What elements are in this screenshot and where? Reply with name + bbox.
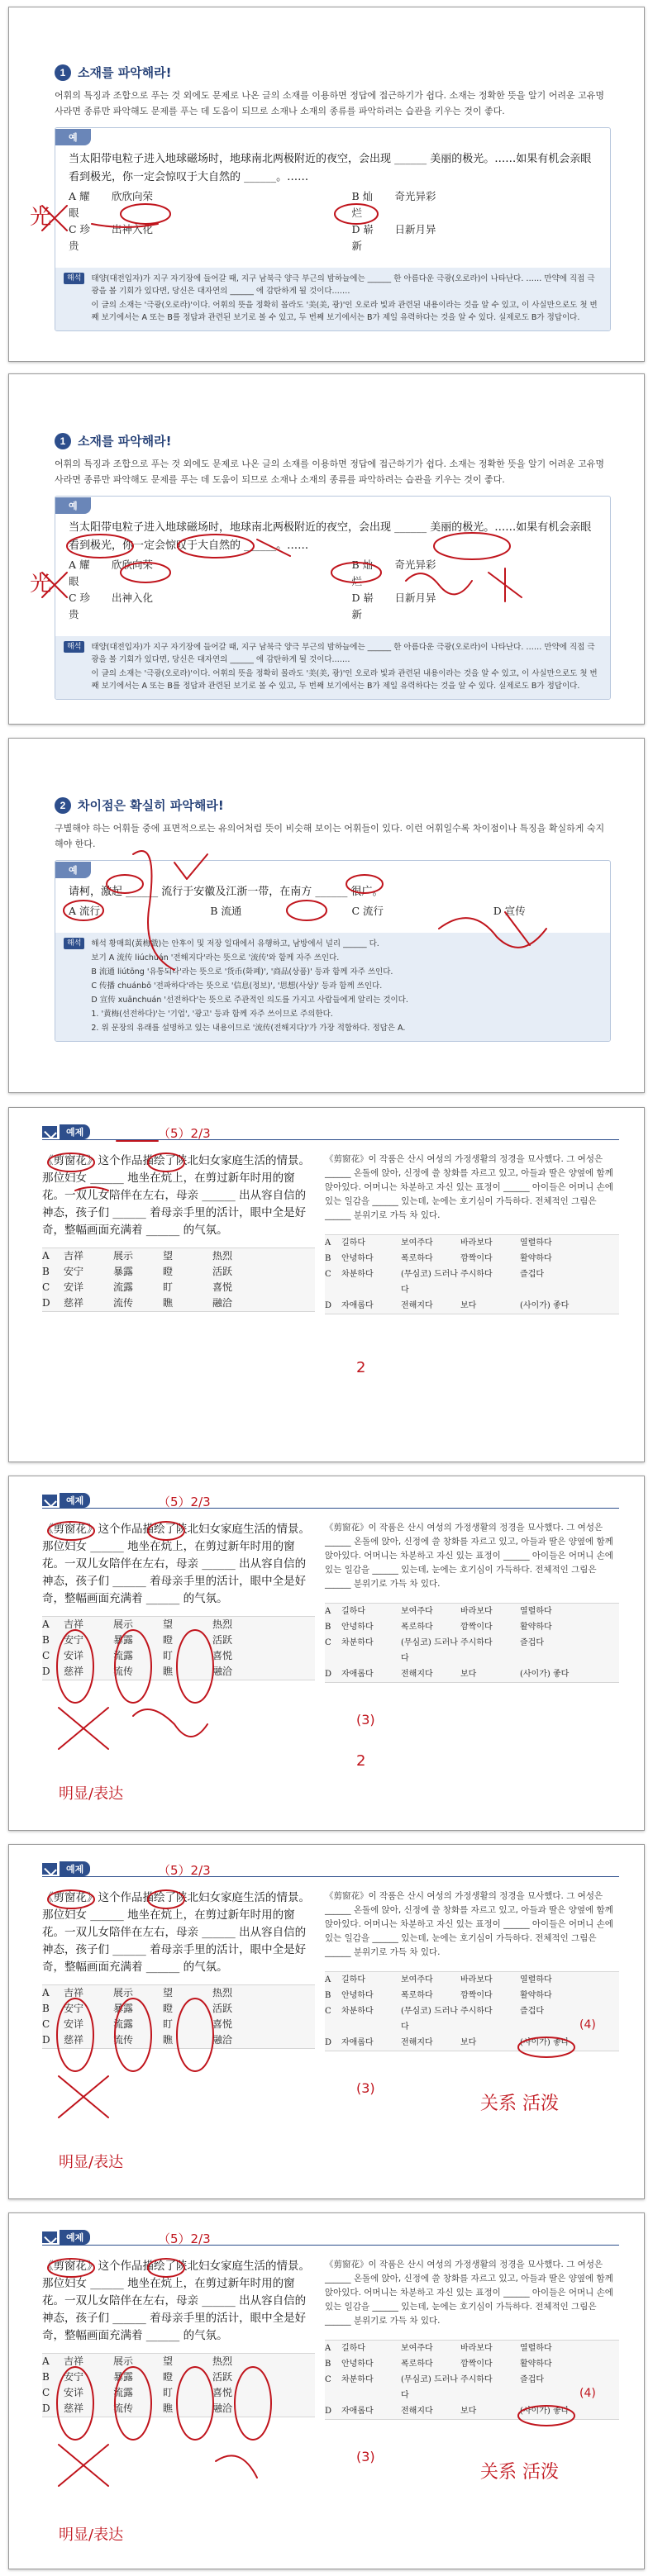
korean-passage: 《剪窗花》이 작품은 산시 여성의 가정생활의 정경을 묘사했다. 그 여성은 ______ 온돌에 앉아, 신정에 쓸 창화를 자르고 있고, 아들과 딸은 양옆에 함께 앉아있다. 어머니는 차분하고 자신 있는 표정이 ______ 아이들은 어머니 손에 있는 일감을 ______ 있는데, 눈에는 호기심이 가득하다. 전체적인 그림은 ______ 분위기로 가득 차 있다. (325, 1523, 613, 1589)
option-row-c: C 차분하다 (무심코) 드러나다 주시하다 즐겁다 (325, 1638, 544, 1663)
korean-options (325, 1971, 619, 2051)
option-row-b: B 안녕하다 폭로하다 깜짝이다 활약하다 (325, 2360, 552, 2369)
check-icon (42, 1126, 57, 1138)
exam-slide-1 (8, 1107, 645, 1462)
answer-line: 보기 A 流传 liúchuán '전해지다'라는 뜻으로 '流传'와 함께 자주 쓰인다. (91, 953, 340, 962)
check-icon (42, 1863, 57, 1875)
option-row-d: D 慈祥 流传 瞧 融洽 (42, 1666, 233, 1677)
svg-text:（5）2/3: （5）2/3 (158, 1495, 211, 1509)
example-tab: 예 (55, 129, 91, 145)
svg-text:（5）2/3: （5）2/3 (158, 1863, 211, 1878)
svg-text:明显/表达: 明显/表达 (59, 1785, 124, 1803)
section-title: 소재를 파악해라! (78, 65, 172, 80)
answer-line: 해석 황매희(黃梅戲)는 안후이 및 저장 일대에서 유행하고, 남방에서 널리 ______ 다. (91, 939, 379, 948)
option-row-c: C 安详 流露 盯 喜悦 (42, 2018, 233, 2030)
exam-slide-4 (8, 2212, 645, 2569)
example-tab: 예 (55, 497, 91, 514)
section-heading (55, 432, 611, 449)
answer-box (55, 933, 610, 1041)
answer-translation: 태양(대전입자)가 지구 자기장에 들어갈 때, 지구 남북극 양극 부근의 밤하늘에는 ______ 한 아름다운 극광(오로라)이 나타난다. …… 만약에 직접 극광을 볼 기회가 있다면, 당신은 대자연의 ______ 에 감탄하게 될 것이다.…… (91, 643, 595, 664)
option-d: D 崭新 日新月异 (351, 592, 436, 620)
answer-box (55, 268, 610, 330)
option-row-a: A 길하다 보여주다 바라보다 열렬하다 (325, 1238, 552, 1248)
korean-options (325, 1603, 619, 1683)
option-c: C 珍贵 出神入化 (69, 592, 154, 620)
example-sentence: 请柯，激起 ______ 流行于安徽及江浙一带，在南方 ______ 很广。 (69, 886, 384, 898)
option-row-a: A 吉祥 展示 望 热烈 (42, 2355, 233, 2367)
option-grid (69, 188, 602, 254)
example-sentence: 当太阳带电粒子进入地球磁场时，地球南北两极附近的夜空，会出现 ______ 美丽的极光。……如果有机会亲眼看到极光，你一定会惊叹于大自然的 ______。…… (69, 153, 592, 183)
svg-text:明显/表达: 明显/表达 (59, 2154, 124, 2171)
answer-explanation: 이 글의 소재는 '극광(오로라)'이다. 어휘의 뜻을 정확히 몰라도 '美(美, 광)'인 오로라 빛과 관련된 내용이라는 것을 알 수 있고, 이 사실만으로도 첫 번째 보기에서는 A 또는 B를 정답과 관련된 보기로 볼 수 있고, 두 번째 보기에서는 B가 제일 유력하다는 것을 알 수 있다. 실제로도 B가 정답이다. (91, 301, 598, 322)
korean-options (325, 1234, 619, 1314)
option-row-b: B 安宁 暴露 瞪 活跃 (42, 2371, 233, 2383)
svg-text:关系 活泼: 关系 活泼 (480, 2094, 559, 2114)
option-row-c: C 차분하다 (무심코) 드러나다 주시하다 즐겁다 (325, 2375, 544, 2400)
answer-box (55, 636, 610, 699)
svg-text:(3): (3) (356, 1712, 375, 1728)
option-c: C 流行 (351, 905, 384, 917)
chinese-passage: 《剪窗花》这个作品描绘了陕北妇女家庭生活的情景。那位妇女 ______ 地坐在炕上，在剪过新年时用的窗花。一双儿女陪伴在左右，母亲 ______ 出从容自信的神态，孩子们 ______ 着母亲手里的活计，眼中全是好奇，整幅画面充满着 ______ 的气氛。 (42, 2260, 310, 2342)
option-row-c: C 安详 流露 盯 喜悦 (42, 1281, 233, 1293)
exam-slide-2 (8, 1476, 645, 1831)
option-row-d: D 慈祥 流传 瞧 融洽 (42, 2034, 233, 2046)
option-row-a: A 길하다 보여주다 바라보다 열렬하다 (325, 1607, 552, 1616)
divider (42, 1876, 619, 1877)
section-title: 차이점은 확실히 파악해라! (78, 798, 224, 813)
section-paragraph: 어휘의 특징과 조합으로 푸는 것 외에도 문제로 나온 글의 소재를 이용하면 정답에 접근하기가 쉽다. 소재는 정확한 뜻을 알기 어려운 고유명사라면 종류만 파악해도 문제를 푸는 데 도움이 되므로 소재나 소재의 종류를 파악하려는 습관을 키우는 것이 좋다. (55, 459, 604, 485)
answer-translation: 태양(대전입자)가 지구 자기장에 들어갈 때, 지구 남북극 양극 부근의 밤하늘에는 ______ 한 아름다운 극광(오로라)이 나타난다. …… 만약에 직접 극광을 볼 기회가 있다면, 당신은 대자연의 ______ 에 감탄하게 될 것이다.…… (91, 274, 595, 296)
option-row-c: C 차분하다 (무심코) 드러나다 주시하다 즐겁다 (325, 1270, 544, 1295)
option-row-d: D 자애롭다 전해지다 보다 (사이가) 좋다 (325, 1670, 570, 1679)
chinese-passage: 《剪窗花》这个作品描绘了陕北妇女家庭生活的情景。那位妇女 ______ 地坐在炕上，在剪过新年时用的窗花。一双儿女陪伴在左右，母亲 ______ 出从容自信的神态，孩子们 ______ 着母亲手里的活计，眼中全是好奇，整幅画面充满着 ______ 的气氛。 (42, 1523, 310, 1605)
svg-text:(3): (3) (356, 2449, 375, 2464)
option-row-b: B 안녕하다 폭로하다 깜짝이다 활약하다 (325, 1254, 552, 1263)
option-grid (69, 903, 602, 920)
check-icon (42, 1495, 57, 1506)
vocab-slide-1 (8, 7, 645, 362)
answer-tag: 해석 (64, 273, 84, 284)
example-box (55, 127, 611, 331)
section-paragraph: 어휘의 특징과 조합으로 푸는 것 외에도 문제로 나온 글의 소재를 이용하면 정답에 접근하기가 쉽다. 소재는 정확한 뜻을 알기 어려운 고유명사라면 종류만 파악해도 문제를 푸는 데 도움이 되므로 소재나 소재의 종류를 파악하려는 습관을 키우는 것이 좋다. (55, 90, 604, 116)
korean-passage: 《剪窗花》이 작품은 산시 여성의 가정생활의 정경을 묘사했다. 그 여성은 ______ 온돌에 앉아, 신정에 쓸 창화를 자르고 있고, 아들과 딸은 양옆에 함께 앉아있다. 어머니는 차분하고 자신 있는 표정이 ______ 아이들은 어머니 손에 있는 일감을 ______ 있는데, 눈에는 호기심이 가득하다. 전체적인 그림은 ______ 분위기로 가득 차 있다. (325, 2260, 613, 2326)
option-row-a: A 길하다 보여주다 바라보다 열렬하다 (325, 2344, 552, 2353)
divider (42, 2245, 619, 2246)
difference-slide (8, 738, 645, 1093)
option-a: A 流行 (69, 905, 101, 917)
option-b: B 流通 (210, 905, 242, 917)
option-b: B 灿烂 奇光异彩 (351, 558, 436, 587)
svg-text:(4): (4) (579, 2387, 596, 2400)
option-row-c: C 安详 流露 盯 喜悦 (42, 1650, 233, 1661)
example-box (55, 496, 611, 700)
svg-text:2: 2 (356, 1752, 366, 1770)
section-number: 1 (55, 64, 71, 81)
vocab-slide-2 (8, 373, 645, 725)
option-row-d: D 자애롭다 전해지다 보다 (사이가) 좋다 (325, 1301, 570, 1310)
answer-explanation: 이 글의 소재는 '극광(오로라)'이다. 어휘의 뜻을 정확히 몰라도 '美(美, 광)'인 오로라 빛과 관련된 내용이라는 것을 알 수 있고, 이 사실만으로도 첫 번째 보기에서는 A 또는 B를 정답과 관련된 보기로 볼 수 있고, 두 번째 보기에서는 B가 제일 유력하다는 것을 알 수 있다. 실제로도 B가 정답이다. (91, 669, 598, 691)
chinese-passage: 《剪窗花》这个作品描绘了陕北妇女家庭生活的情景。那位妇女 ______ 地坐在炕上，在剪过新年时用的窗花。一双儿女陪伴在左右，母亲 ______ 出从容自信的神态，孩子们 ______ 着母亲手里的活计，眼中全是好奇，整幅画面充满着 ______ 的气氛。 (42, 1891, 310, 1974)
answer-line: 2. 위 문장의 유래를 설명하고 있는 내용이므로 '流传(전해지다)'가 가장 적합하다. 정답은 A. (91, 1024, 406, 1033)
exam-label: 예제 (60, 1861, 90, 1876)
option-row-d: D 慈祥 流传 瞧 融洽 (42, 1297, 233, 1309)
svg-text:(4): (4) (579, 2018, 596, 2032)
section-heading (55, 64, 611, 81)
divider (42, 1139, 619, 1140)
chinese-options (42, 2353, 315, 2417)
chinese-passage: 《剪窗花》这个作品描绘了陕北妇女家庭生活的情景。那位妇女 ______ 地坐在炕上，在剪过新年时用的窗花。一双儿女陪伴在左右，母亲 ______ 出从容自信的神态，孩子们 ______ 着母亲手里的活计，眼中全是好奇，整幅画面充满着 ______ 的气氛。 (42, 1154, 310, 1237)
option-b: B 灿烂 奇光异彩 (351, 190, 436, 219)
exam-header (42, 2230, 90, 2245)
option-d: D 宣传 (493, 905, 526, 917)
svg-text:（5）2/3: （5）2/3 (158, 2231, 211, 2246)
option-row-b: B 安宁 暴露 瞪 活跃 (42, 1266, 233, 1277)
option-row-a: A 吉祥 展示 望 热烈 (42, 1250, 233, 1262)
answer-tag: 해석 (64, 938, 84, 949)
chinese-options (42, 1248, 315, 1312)
option-row-a: A 吉祥 展示 望 热烈 (42, 1618, 233, 1630)
section-paragraph: 구별해야 하는 어휘들 중에 표면적으로는 유의어처럼 뜻이 비슷해 보이는 어휘들이 있다. 이런 어휘일수록 차이점이나 특징을 확실하게 숙지해야 한다. (55, 823, 605, 849)
example-box (55, 860, 611, 1042)
divider (42, 1508, 619, 1509)
option-row-b: B 안녕하다 폭로하다 깜짝이다 활약하다 (325, 1991, 552, 2000)
svg-text:（5）2/3: （5）2/3 (158, 1126, 211, 1141)
korean-options (325, 2340, 619, 2420)
option-row-b: B 安宁 暴露 瞪 活跃 (42, 1634, 233, 1646)
section-number: 2 (55, 797, 71, 814)
exam-label: 예제 (60, 1493, 90, 1508)
chinese-options (42, 1616, 315, 1680)
exam-header (42, 1493, 90, 1508)
answer-line: D 宣传 xuānchuán '선전하다'는 뜻으로 주관적인 의도를 가지고 사람들에게 알리는 것이다. (91, 996, 408, 1005)
answer-line: C 传播 chuánbō '전파하다'라는 뜻으로 '信息(정보)', '思想(사상)' 등과 함께 쓰인다. (91, 981, 383, 991)
chinese-options (42, 1984, 315, 2049)
svg-text:明显/表达: 明显/表达 (59, 2526, 124, 2544)
check-icon (42, 2231, 57, 2243)
option-row-b: B 安宁 暴露 瞪 活跃 (42, 2003, 233, 2014)
option-row-a: A 길하다 보여주다 바라보다 열렬하다 (325, 1975, 552, 1984)
exam-slide-3 (8, 1844, 645, 2199)
option-row-b: B 안녕하다 폭로하다 깜짝이다 활약하다 (325, 1623, 552, 1632)
option-grid (69, 557, 602, 623)
section-title: 소재를 파악해라! (78, 434, 172, 449)
svg-text:关系 活泼: 关系 活泼 (480, 2462, 559, 2483)
option-row-c: C 차분하다 (무심코) 드러나다 주시하다 즐겁다 (325, 2007, 544, 2032)
section-heading (55, 796, 611, 814)
option-row-a: A 吉祥 展示 望 热烈 (42, 1987, 233, 1999)
exam-label: 예제 (60, 1124, 90, 1139)
option-row-c: C 安详 流露 盯 喜悦 (42, 2387, 233, 2398)
svg-text:光: 光 (30, 572, 52, 596)
option-row-d: D 慈祥 流传 瞧 融洽 (42, 2403, 233, 2414)
option-row-d: D 자애롭다 전해지다 보다 (사이가) 좋다 (325, 2407, 570, 2416)
example-sentence: 当太阳带电粒子进入地球磁场时，地球南北两极附近的夜空，会出现 ______ 美丽的极光。……如果有机会亲眼看到极光，你一定会惊叹于大自然的 ______。…… (69, 521, 592, 552)
korean-passage: 《剪窗花》이 작품은 산시 여성의 가정생활의 정경을 묘사했다. 그 여성은 ______ 온돌에 앉아, 신정에 쓸 창화를 자르고 있고, 아들과 딸은 양옆에 함께 앉아있다. 어머니는 차분하고 자신 있는 표정이 ______ 아이들은 어머니 손에 있는 일감을 ______ 있는데, 눈에는 호기심이 가득하다. 전체적인 그림은 ______ 분위기로 가득 차 있다. (325, 1891, 613, 1957)
svg-text:光: 光 (30, 205, 52, 230)
korean-passage: 《剪窗花》이 작품은 산시 여성의 가정생활의 정경을 묘사했다. 그 여성은 ______ 온돌에 앉아, 신정에 쓸 창화를 자르고 있고, 아들과 딸은 양옆에 함께 앉아있다. 어머니는 차분하고 자신 있는 표정이 ______ 아이들은 어머니 손에 있는 일감을 ______ 있는데, 눈에는 호기심이 가득하다. 전체적인 그림은 ______ 분위기로 가득 차 있다. (325, 1154, 613, 1220)
example-tab: 예 (55, 862, 91, 878)
exam-header (42, 1861, 90, 1876)
answer-tag: 해석 (64, 641, 84, 653)
option-a: A 耀眼 欣欣向荣 (69, 558, 154, 587)
answer-line: 1. '黄梅(선전하다)'는 '기업', '광고' 등과 함께 자주 쓰이므로 주의한다. (91, 1010, 333, 1019)
answer-line: B 流通 liútōng '유통되다'라는 뜻으로 '货币(화폐)', '商品(상품)' 등과 함께 자주 쓰인다. (91, 967, 393, 977)
option-c: C 珍贵 出神入化 (69, 223, 154, 252)
option-a: A 耀眼 欣欣向荣 (69, 190, 154, 219)
option-d: D 崭新 日新月异 (351, 223, 436, 252)
section-number: 1 (55, 433, 71, 449)
svg-text:(3): (3) (356, 2080, 375, 2096)
svg-text:2: 2 (356, 1359, 366, 1376)
exam-label: 예제 (60, 2230, 90, 2245)
option-row-d: D 자애롭다 전해지다 보다 (사이가) 좋다 (325, 2038, 570, 2047)
exam-header (42, 1124, 90, 1139)
